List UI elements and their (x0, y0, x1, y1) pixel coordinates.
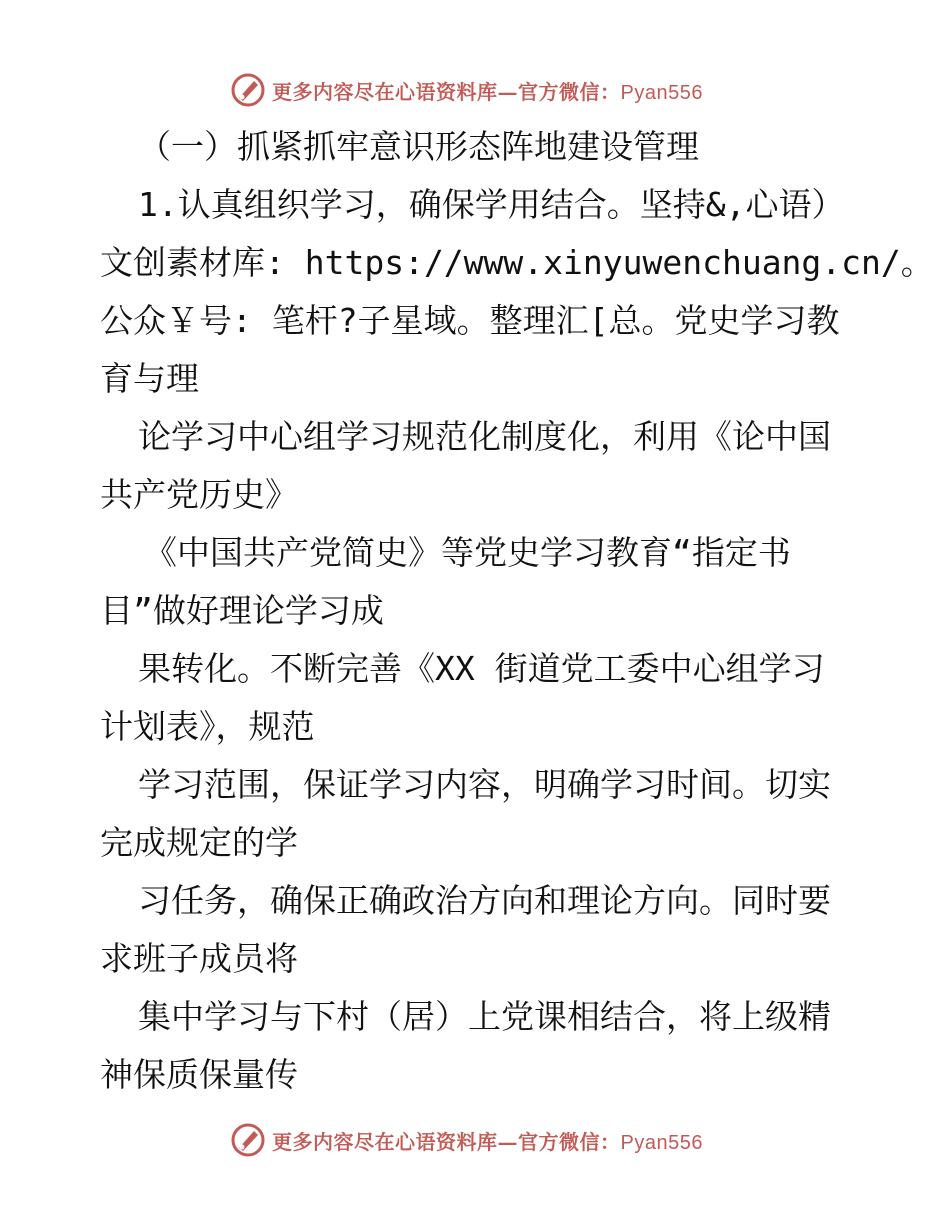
paragraph-line: 共产党历史》 (100, 475, 298, 514)
paragraph-line: 文创素材库: https://www.xinyuwenchuang.cn/。 (100, 243, 934, 282)
paragraph-line: 《中国共产党简史》等党史学习教育“指定书 (144, 533, 791, 572)
footer-dash: — (497, 1129, 518, 1154)
footer-banner-text (272, 1126, 703, 1155)
footer-brand-text: 更多内容尽在心语资料库 (272, 1129, 498, 1154)
pen-logo-icon (230, 72, 266, 108)
footer-official-text: 官方微信： (518, 1129, 621, 1154)
paragraph-line: 果转化。不断完善《XX 街道党工委中心组学习 (138, 649, 825, 688)
header-brand-text: 更多内容尽在心语资料库 (272, 79, 498, 104)
pen-logo-icon (230, 1122, 266, 1158)
paragraph-line: 习任务，确保正确政治方向和理论方向。同时要 (138, 881, 831, 920)
header-wechat-id: Pyan556 (620, 81, 703, 104)
header-banner (230, 70, 730, 110)
header-official-text: 官方微信： (518, 79, 621, 104)
footer-wechat-id: Pyan556 (620, 1131, 703, 1154)
paragraph-line: 神保质保量传 (100, 1055, 298, 1094)
paragraph-line: 1.认真组织学习，确保学用结合。坚持&,心语） (138, 185, 845, 224)
header-dash: — (497, 79, 518, 104)
paragraph-line: 计划表》，规范 (100, 707, 315, 746)
paragraph-line: 论学习中心组学习规范化制度化，利用《论中国 (138, 417, 831, 456)
paragraph-line: 完成规定的学 (100, 823, 298, 862)
document-body (100, 118, 934, 1104)
paragraph-line: 求班子成员将 (100, 939, 298, 978)
paragraph-line: 目”做好理论学习成 (100, 591, 384, 630)
paragraph-line: 育与理 (100, 359, 199, 398)
footer-banner (230, 1120, 730, 1160)
paragraph-line: 集中学习与下村（居）上党课相结合，将上级精 (138, 997, 831, 1036)
paragraph-line: 公众￥号: 笔杆?子星域。整理汇[总。党史学习教 (100, 301, 840, 340)
section-heading: （一）抓紧抓牢意识形态阵地建设管理 (138, 127, 699, 166)
paragraph-line: 学习范围，保证学习内容，明确学习时间。切实 (138, 765, 831, 804)
header-banner-text (272, 76, 703, 105)
